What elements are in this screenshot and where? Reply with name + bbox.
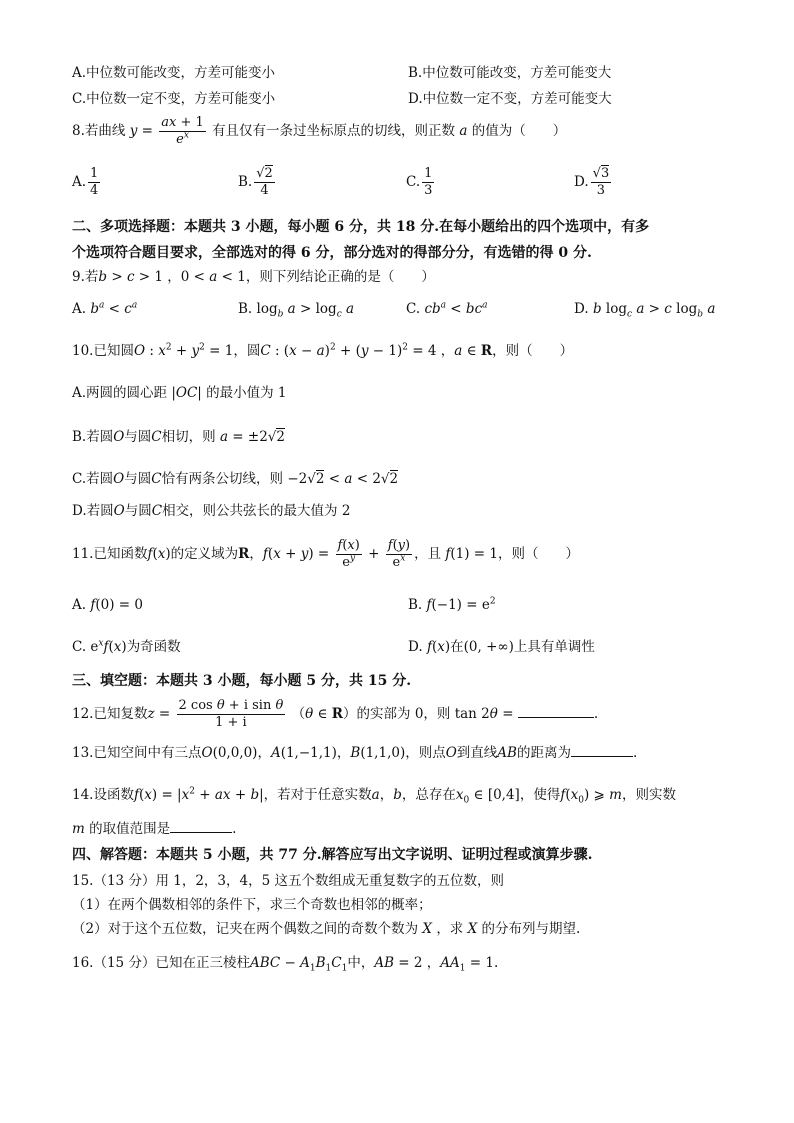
q9-option-c: C. $cb^a < bc^a$ xyxy=(406,300,488,317)
section-3-heading: 三、填空题：本题共 3 小题，每小题 5 分，共 15 分. xyxy=(72,673,412,689)
q14-stem: 14.设函数$f(x) = |x^2$ + ax + b|，若对于任意实数a，b，总存在$x_0$ ∈ [0,4]，使得$f(x_0)$ ⩾ m，则实数 xyxy=(72,786,676,806)
q11-option-b: B. $f(-1) = e^2$ xyxy=(408,596,496,613)
q14-answer-blank[interactable] xyxy=(170,820,232,833)
section-2-heading-line2: 个选项符合题目要求，全部选对的得 6 分，部分选对的得部分分，有选错的得 0 分. xyxy=(72,245,592,261)
q9-option-a: A. $b^a < c^a$ xyxy=(72,300,138,317)
q15-part2: （2）对于这个五位数，记夹在两个偶数之间的奇数个数为 X ，求 X 的分布列与期望. xyxy=(72,921,581,937)
q10-option-a: A.两圆的圆心距 |OC| 的最小值为 1 xyxy=(72,385,287,401)
q7-option-d: D.中位数一定不变，方差可能变大 xyxy=(408,91,612,107)
q9-option-b: B. $\log_b a > \log_c a$ xyxy=(238,301,355,320)
q8-option-a: A. $\frac{1}{4}$ xyxy=(72,166,99,198)
q14-line2: m 的取值范围是 . xyxy=(72,821,237,837)
q10-stem: 10.已知圆O : $x^2 + y^2 = 1$，圆C : $(x - a)^2 + (y - 1)^2 = 4$ ，a ∈ R，则（ ） xyxy=(72,342,574,359)
q8-stem: 8.若曲线 y = $\frac{ax + 1}{e^x}$ 有且仅有一条过坐标原点的切线，则正数 a 的值为（ ） xyxy=(72,115,567,147)
q10-option-c: C.若圆O与圆C恰有两条公切线，则 −2√2 < a < 2√2 xyxy=(72,471,399,487)
q10-option-b: B.若圆O与圆C相切，则 a = ±2√2 xyxy=(72,429,285,445)
q11-option-c: C. $e^xf(x)$为奇函数 xyxy=(72,638,181,655)
q8-fraction: $\frac{ax + 1}{e^x}$ xyxy=(161,115,204,147)
q16-stem: 16.（15 分）已知在正三棱柱ABC − $A_1B_1C_1$中，AB = 2 ，$AA_1 = 1$. xyxy=(72,955,499,974)
q13-stem: 13.已知空间中有三点O(0,0,0)，A(1,−1,1)，B(1,1,0)，则点O到直线AB的距离为 . xyxy=(72,745,638,761)
q7-option-c: C.中位数一定不变，方差可能变小 xyxy=(72,91,276,107)
q15-stem: 15.（13 分）用 1，2，3，4，5 这五个数组成无重复数字的五位数，则 xyxy=(72,873,504,889)
section-4-heading: 四、解答题：本题共 5 小题，共 77 分.解答应写出文字说明、证明过程或演算步骤. xyxy=(72,847,593,863)
q8-option-d: D. $\frac{√3}{3}$ xyxy=(574,166,610,198)
q10-option-d: D.若圆O与圆C相交，则公共弦长的最大值为 2 xyxy=(72,503,351,519)
q7-option-a: A.中位数可能改变，方差可能变小 xyxy=(72,65,276,81)
q11-option-d: D. f(x)在(0, +∞)上具有单调性 xyxy=(408,639,595,655)
q8-option-c: C. $\frac{1}{3}$ xyxy=(406,166,433,198)
q12-answer-blank[interactable] xyxy=(518,705,594,718)
q9-option-d: D. b $\log_c a > c$ $\log_b a$ xyxy=(574,301,716,320)
q9-stem: 9.若b > c > 1 ，0 < a < 1，则下列结论正确的是（ ） xyxy=(72,269,435,285)
q11-stem: 11.已知函数f(x)的定义域为R，f(x + y) = $\frac{f(x)}{e^y}$ + $\frac{f(y)}{e^x}$ ，且 f(1) = 1，则（ ） xyxy=(72,538,579,570)
q12-stem: 12.已知复数z = $\frac{\text{2 cos θ + i sin θ}}{1 + i}$ （θ ∈ R）的实部为 0，则 tan 2θ = . xyxy=(72,698,599,730)
q15-part1: （1）在两个偶数相邻的条件下，求三个奇数也相邻的概率； xyxy=(72,897,432,913)
q7-option-b: B.中位数可能改变，方差可能变大 xyxy=(408,65,612,81)
q13-answer-blank[interactable] xyxy=(571,744,633,757)
q11-option-a: A. f(0) = 0 xyxy=(72,597,143,613)
q8-option-b: B. $\frac{√2}{4}$ xyxy=(238,166,273,198)
section-2-heading-line1: 二、多项选择题：本题共 3 小题，每小题 6 分，共 18 分.在每小题给出的四个选项中，有多 xyxy=(72,219,650,235)
